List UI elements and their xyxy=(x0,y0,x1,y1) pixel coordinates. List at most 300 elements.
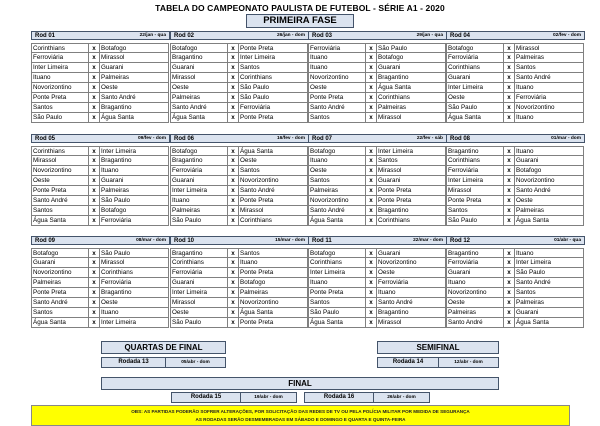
away-team: Novorizontino xyxy=(238,297,308,308)
versus-mark: x xyxy=(227,185,239,196)
versus-mark: x xyxy=(503,165,515,176)
home-team: São Paulo xyxy=(446,102,504,113)
versus-mark: x xyxy=(365,102,377,113)
home-team: São Paulo xyxy=(170,317,228,328)
match-row xyxy=(170,318,309,328)
home-team: Corinthians xyxy=(31,146,89,156)
round-date: 08/mar - dom xyxy=(136,238,166,243)
versus-mark: x xyxy=(365,248,377,258)
away-team: Inter Limeira xyxy=(99,317,169,328)
versus-mark: x xyxy=(88,62,100,73)
home-team: Ferroviária xyxy=(170,267,228,278)
round-block xyxy=(308,134,447,226)
home-team: Ponte Preta xyxy=(31,185,89,196)
versus-mark: x xyxy=(88,205,100,216)
home-team: Corinthians xyxy=(446,155,504,166)
round-block xyxy=(170,134,309,226)
versus-mark: x xyxy=(88,72,100,83)
round-date: 22/jan - qua xyxy=(139,33,166,38)
versus-mark: x xyxy=(227,215,239,226)
versus-mark: x xyxy=(227,43,239,53)
versus-mark: x xyxy=(503,297,515,308)
versus-mark: x xyxy=(88,82,100,93)
home-team: São Paulo xyxy=(31,112,89,123)
page-title: TABELA DO CAMPEONATO PAULISTA DE FUTEBOL - SÉRIE A1 - 2020 xyxy=(155,3,445,13)
home-team: Inter Limeira xyxy=(308,267,366,278)
round-date: 09/fev - dom xyxy=(138,136,166,141)
versus-mark: x xyxy=(503,72,515,83)
home-team: Ferroviária xyxy=(446,257,504,268)
home-team: Santo André xyxy=(308,102,366,113)
versus-mark: x xyxy=(88,92,100,103)
round-block xyxy=(308,236,447,328)
match-row xyxy=(31,216,170,226)
round-label: Rod 01 xyxy=(35,32,56,39)
away-team: Bragantino xyxy=(376,307,446,318)
away-team: Botafogo xyxy=(99,205,169,216)
match-row xyxy=(170,216,309,226)
home-team: Ferroviária xyxy=(308,43,366,53)
versus-mark: x xyxy=(227,297,239,308)
home-team: Mirassol xyxy=(31,155,89,166)
home-team: Oeste xyxy=(446,297,504,308)
round-header xyxy=(308,134,447,143)
away-team: Ponte Preta xyxy=(376,185,446,196)
versus-mark: x xyxy=(88,102,100,113)
home-team: Botafogo xyxy=(308,146,366,156)
final-round-2-label: Rodada 16 xyxy=(304,392,374,403)
versus-mark: x xyxy=(365,82,377,93)
away-team: Ponte Preta xyxy=(376,195,446,206)
match-row xyxy=(446,113,585,123)
home-team: Ponte Preta xyxy=(31,92,89,103)
versus-mark: x xyxy=(365,267,377,278)
round-date: 22/mar - dom xyxy=(413,238,443,243)
versus-mark: x xyxy=(227,277,239,288)
home-team: Guarani xyxy=(446,72,504,83)
round-date: 15/mar - dom xyxy=(275,238,305,243)
home-team: Inter Limeira xyxy=(170,185,228,196)
versus-mark: x xyxy=(227,307,239,318)
versus-mark: x xyxy=(227,112,239,123)
versus-mark: x xyxy=(88,112,100,123)
versus-mark: x xyxy=(365,52,377,63)
versus-mark: x xyxy=(88,155,100,166)
home-team: Botafogo xyxy=(308,248,366,258)
home-team: Botafogo xyxy=(170,146,228,156)
away-team: Palmeiras xyxy=(99,72,169,83)
versus-mark: x xyxy=(365,175,377,186)
round-date: 02/fev - dom xyxy=(553,33,581,38)
versus-mark: x xyxy=(365,297,377,308)
versus-mark: x xyxy=(227,257,239,268)
away-team: Santo André xyxy=(514,72,584,83)
home-team: Botafogo xyxy=(170,43,228,53)
match-row xyxy=(308,216,447,226)
home-team: Ponte Preta xyxy=(31,287,89,298)
home-team: Água Santa xyxy=(308,317,366,328)
versus-mark: x xyxy=(88,146,100,156)
round-header xyxy=(446,134,585,143)
versus-mark: x xyxy=(88,215,100,226)
versus-mark: x xyxy=(503,267,515,278)
away-team: Santos xyxy=(514,287,584,298)
versus-mark: x xyxy=(88,307,100,318)
versus-mark: x xyxy=(503,185,515,196)
away-team: São Paulo xyxy=(238,82,308,93)
match-row xyxy=(31,318,170,328)
round-label: Rod 02 xyxy=(174,32,195,39)
away-team: Mirassol xyxy=(99,257,169,268)
versus-mark: x xyxy=(88,195,100,206)
away-team: Ituano xyxy=(99,165,169,176)
home-team: Mirassol xyxy=(170,297,228,308)
away-team: Oeste xyxy=(376,267,446,278)
home-team: Santos xyxy=(31,307,89,318)
home-team: Bragantino xyxy=(170,248,228,258)
home-team: Palmeiras xyxy=(308,185,366,196)
home-team: Guarani xyxy=(170,175,228,186)
versus-mark: x xyxy=(503,146,515,156)
versus-mark: x xyxy=(365,112,377,123)
versus-mark: x xyxy=(365,43,377,53)
home-team: Novorizontino xyxy=(446,287,504,298)
round-block xyxy=(31,236,170,328)
away-team: Palmeiras xyxy=(376,102,446,113)
home-team: Corinthians xyxy=(446,62,504,73)
home-team: Ituano xyxy=(308,62,366,73)
home-team: Oeste xyxy=(308,165,366,176)
final-round-2 xyxy=(304,392,430,403)
away-team: Corinthians xyxy=(238,72,308,83)
round-label: Rod 11 xyxy=(312,237,332,244)
away-team: Palmeiras xyxy=(514,52,584,63)
away-team: Guarani xyxy=(99,175,169,186)
home-team: Ituano xyxy=(308,277,366,288)
versus-mark: x xyxy=(227,248,239,258)
away-team: Botafogo xyxy=(238,277,308,288)
away-team: São Paulo xyxy=(376,43,446,53)
versus-mark: x xyxy=(365,165,377,176)
round-label: Rod 06 xyxy=(174,135,195,142)
away-team: Santos xyxy=(238,248,308,258)
home-team: Bragantino xyxy=(170,155,228,166)
round-block xyxy=(31,31,170,123)
away-team: Santos xyxy=(514,62,584,73)
versus-mark: x xyxy=(227,102,239,113)
away-team: Corinthians xyxy=(376,92,446,103)
away-team: Guarani xyxy=(376,175,446,186)
versus-mark: x xyxy=(227,62,239,73)
observation-note xyxy=(31,405,570,426)
home-team: Santo André xyxy=(31,195,89,206)
round-block xyxy=(446,236,585,328)
versus-mark: x xyxy=(365,72,377,83)
home-team: Novorizontino xyxy=(31,82,89,93)
away-team: Oeste xyxy=(99,297,169,308)
away-team: Santos xyxy=(238,62,308,73)
home-team: Ituano xyxy=(308,155,366,166)
home-team: Santos xyxy=(308,112,366,123)
home-team: Ituano xyxy=(446,277,504,288)
versus-mark: x xyxy=(88,165,100,176)
away-team: Corinthians xyxy=(376,215,446,226)
versus-mark: x xyxy=(227,82,239,93)
semifinal-round-label: Rodada 14 xyxy=(377,357,439,368)
match-row xyxy=(446,318,585,328)
versus-mark: x xyxy=(365,185,377,196)
home-team: Oeste xyxy=(446,92,504,103)
round-block xyxy=(446,134,585,226)
away-team: Novorizontino xyxy=(376,257,446,268)
home-team: Oeste xyxy=(31,175,89,186)
home-team: Ferroviária xyxy=(31,52,89,63)
away-team: Ponte Preta xyxy=(238,195,308,206)
round-label: Rod 04 xyxy=(450,32,471,39)
versus-mark: x xyxy=(227,146,239,156)
quarterfinal-round-date: 05/abr - dom xyxy=(166,357,226,368)
final-round-1-date: 19/abr - dom xyxy=(241,392,297,403)
versus-mark: x xyxy=(503,307,515,318)
versus-mark: x xyxy=(503,155,515,166)
semifinal-round xyxy=(377,357,499,368)
versus-mark: x xyxy=(503,277,515,288)
round-date: 22/fev - sáb xyxy=(416,136,443,141)
home-team: Ponte Preta xyxy=(446,195,504,206)
round-header xyxy=(31,236,170,245)
home-team: Inter Limeira xyxy=(446,175,504,186)
versus-mark: x xyxy=(365,215,377,226)
round-label: Rod 07 xyxy=(312,135,333,142)
versus-mark: x xyxy=(365,205,377,216)
versus-mark: x xyxy=(88,248,100,258)
home-team: Botafogo xyxy=(446,43,504,53)
away-team: Água Santa xyxy=(238,146,308,156)
versus-mark: x xyxy=(503,92,515,103)
home-team: Corinthians xyxy=(170,257,228,268)
versus-mark: x xyxy=(88,43,100,53)
versus-mark: x xyxy=(365,257,377,268)
away-team: Santo André xyxy=(514,277,584,288)
versus-mark: x xyxy=(503,317,515,328)
away-team: Ituano xyxy=(99,307,169,318)
round-block xyxy=(308,31,447,123)
quarterfinal-round xyxy=(101,357,226,368)
away-team: Novorizontino xyxy=(514,102,584,113)
away-team: Novorizontino xyxy=(238,175,308,186)
versus-mark: x xyxy=(503,257,515,268)
round-header xyxy=(308,31,447,40)
versus-mark: x xyxy=(88,317,100,328)
away-team: Bragantino xyxy=(99,102,169,113)
away-team: Inter Limeira xyxy=(376,146,446,156)
away-team: Ferroviária xyxy=(99,277,169,288)
versus-mark: x xyxy=(503,82,515,93)
versus-mark: x xyxy=(88,287,100,298)
away-team: Santos xyxy=(376,155,446,166)
quarterfinal-header: QUARTAS DE FINAL xyxy=(101,341,226,354)
versus-mark: x xyxy=(88,267,100,278)
away-team: Ferroviária xyxy=(99,215,169,226)
away-team: Água Santa xyxy=(376,82,446,93)
home-team: Água Santa xyxy=(31,215,89,226)
home-team: Água Santa xyxy=(446,112,504,123)
versus-mark: x xyxy=(227,267,239,278)
home-team: Santo André xyxy=(31,297,89,308)
away-team: Ituano xyxy=(376,287,446,298)
final-round-1-label: Rodada 15 xyxy=(171,392,241,403)
away-team: Oeste xyxy=(238,155,308,166)
away-team: Bragantino xyxy=(376,72,446,83)
home-team: Inter Limeira xyxy=(446,82,504,93)
away-team: Oeste xyxy=(514,195,584,206)
away-team: Corinthians xyxy=(238,215,308,226)
versus-mark: x xyxy=(88,175,100,186)
versus-mark: x xyxy=(227,52,239,63)
round-block xyxy=(446,31,585,123)
versus-mark: x xyxy=(365,146,377,156)
away-team: Santo André xyxy=(238,185,308,196)
home-team: Palmeiras xyxy=(170,92,228,103)
versus-mark: x xyxy=(503,102,515,113)
away-team: Bragantino xyxy=(376,205,446,216)
home-team: Oeste xyxy=(308,82,366,93)
versus-mark: x xyxy=(365,92,377,103)
final-round-1 xyxy=(171,392,297,403)
away-team: Bragantino xyxy=(99,155,169,166)
away-team: São Paulo xyxy=(238,92,308,103)
away-team: Guarani xyxy=(99,62,169,73)
versus-mark: x xyxy=(503,43,515,53)
away-team: Mirassol xyxy=(99,52,169,63)
away-team: Guarani xyxy=(376,248,446,258)
away-team: Mirassol xyxy=(514,43,584,53)
versus-mark: x xyxy=(503,215,515,226)
away-team: Botafogo xyxy=(99,43,169,53)
away-team: Palmeiras xyxy=(514,205,584,216)
match-row xyxy=(31,113,170,123)
versus-mark: x xyxy=(503,248,515,258)
versus-mark: x xyxy=(365,155,377,166)
away-team: Bragantino xyxy=(99,287,169,298)
home-team: São Paulo xyxy=(308,307,366,318)
away-team: Água Santa xyxy=(99,112,169,123)
versus-mark: x xyxy=(365,287,377,298)
round-label: Rod 12 xyxy=(450,237,471,244)
versus-mark: x xyxy=(503,195,515,206)
versus-mark: x xyxy=(503,205,515,216)
away-team: Ponte Preta xyxy=(238,43,308,53)
away-team: Santo André xyxy=(99,92,169,103)
versus-mark: x xyxy=(227,195,239,206)
round-header xyxy=(31,134,170,143)
round-date: 01/abr - qua xyxy=(554,238,581,243)
away-team: Santos xyxy=(238,165,308,176)
home-team: Água Santa xyxy=(308,215,366,226)
observation-line-1: OBS: AS PARTIDAS PODERÃO SOFRER ALTERAÇÕES, POR SOLICITAÇÃO DAS REDES DE TV OU PELA POLÍCIA MILITAR POR MEDIDA DE SEGURANÇA xyxy=(131,409,470,414)
home-team: Santos xyxy=(308,175,366,186)
away-team: Ituano xyxy=(238,257,308,268)
observation-line-2: AS RODADAS SERÃO DESMEMBRADAS EM SÁBADO E DOMINGO E QUARTA E QUINTA-FEIRA xyxy=(195,417,406,422)
home-team: Ponte Preta xyxy=(308,287,366,298)
home-team: Bragantino xyxy=(446,146,504,156)
versus-mark: x xyxy=(503,175,515,186)
home-team: Oeste xyxy=(170,82,228,93)
round-header xyxy=(446,236,585,245)
away-team: Guarani xyxy=(514,307,584,318)
away-team: Botafogo xyxy=(514,165,584,176)
home-team: Botafogo xyxy=(31,248,89,258)
phase-header: PRIMEIRA FASE xyxy=(246,14,354,28)
away-team: Palmeiras xyxy=(514,297,584,308)
versus-mark: x xyxy=(88,185,100,196)
away-team: São Paulo xyxy=(514,267,584,278)
away-team: Ponte Preta xyxy=(238,112,308,123)
home-team: Guarani xyxy=(31,257,89,268)
home-team: Água Santa xyxy=(170,112,228,123)
round-header xyxy=(446,31,585,40)
home-team: Inter Limeira xyxy=(31,62,89,73)
home-team: Novorizontino xyxy=(308,72,366,83)
versus-mark: x xyxy=(88,277,100,288)
away-team: Inter Limeira xyxy=(238,52,308,63)
round-block xyxy=(170,236,309,328)
match-row xyxy=(446,216,585,226)
final-round-2-date: 26/abr - dom xyxy=(374,392,430,403)
away-team: Ituano xyxy=(514,82,584,93)
away-team: Ferroviária xyxy=(514,92,584,103)
semifinal-round-date: 12/abr - dom xyxy=(439,357,499,368)
versus-mark: x xyxy=(503,287,515,298)
home-team: Novorizontino xyxy=(31,267,89,278)
home-team: Ferroviária xyxy=(446,52,504,63)
versus-mark: x xyxy=(365,307,377,318)
versus-mark: x xyxy=(365,317,377,328)
versus-mark: x xyxy=(227,155,239,166)
home-team: Mirassol xyxy=(446,185,504,196)
away-team: Oeste xyxy=(99,82,169,93)
away-team: Ferroviária xyxy=(376,277,446,288)
versus-mark: x xyxy=(503,62,515,73)
home-team: Mirassol xyxy=(170,72,228,83)
home-team: Corinthians xyxy=(308,257,366,268)
round-block xyxy=(31,134,170,226)
round-header xyxy=(170,31,309,40)
home-team: Santo André xyxy=(446,317,504,328)
away-team: Água Santa xyxy=(514,317,584,328)
versus-mark: x xyxy=(365,277,377,288)
away-team: Ituano xyxy=(514,146,584,156)
versus-mark: x xyxy=(227,317,239,328)
home-team: Ponte Preta xyxy=(308,92,366,103)
away-team: Ferroviária xyxy=(238,102,308,113)
round-header xyxy=(31,31,170,40)
versus-mark: x xyxy=(365,62,377,73)
round-label: Rod 05 xyxy=(35,135,56,142)
versus-mark: x xyxy=(227,72,239,83)
away-team: Mirassol xyxy=(376,112,446,123)
home-team: Novorizontino xyxy=(31,165,89,176)
away-team: Santo André xyxy=(514,185,584,196)
versus-mark: x xyxy=(88,297,100,308)
match-row xyxy=(170,113,309,123)
away-team: Mirassol xyxy=(238,205,308,216)
home-team: Ferroviária xyxy=(170,165,228,176)
final-header: FINAL xyxy=(101,377,499,390)
versus-mark: x xyxy=(227,287,239,298)
versus-mark: x xyxy=(227,175,239,186)
home-team: Guarani xyxy=(170,277,228,288)
